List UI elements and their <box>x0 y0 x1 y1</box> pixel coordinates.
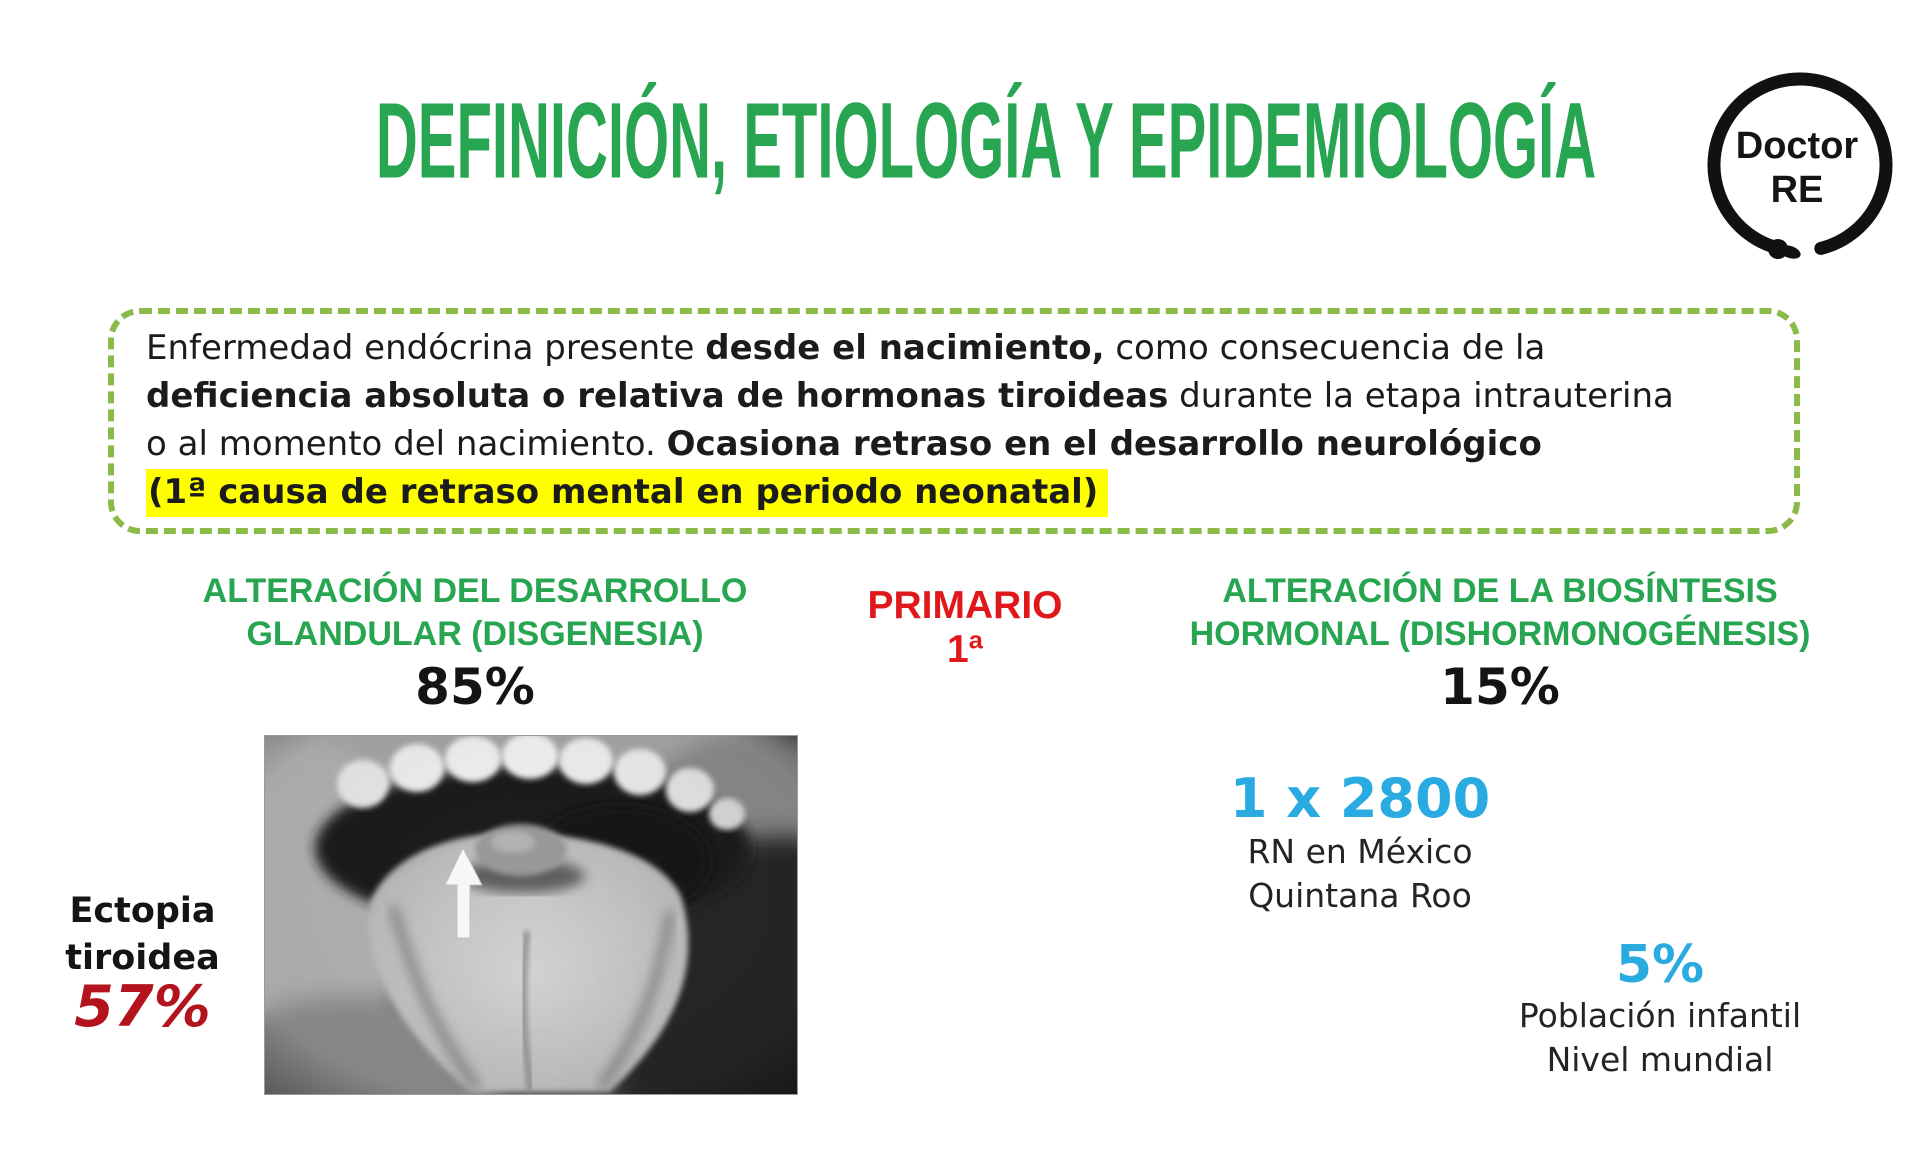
definition-text: Enfermedad endócrina presente <box>146 328 706 368</box>
definition-box <box>108 308 1800 534</box>
definition-line-3 <box>146 420 1762 468</box>
ectopia-caption <box>35 888 250 982</box>
page-title: DEFINICIÓN, ETIOLOGÍA Y EPIDEMIOLOGÍA <box>375 80 1597 202</box>
stat-mexico <box>1160 768 1560 918</box>
definition-line-4 <box>146 468 1762 516</box>
etiology-right-heading <box>1160 570 1840 656</box>
logo-line1: Doctor <box>1735 125 1859 167</box>
etiology-left-heading-line2: GLANDULAR (DISGENESIA) <box>246 615 704 653</box>
definition-text-highlighted: (1ª causa de retraso mental en periodo neonatal) <box>146 469 1108 517</box>
definition-text: como consecuencia de la <box>1104 328 1546 368</box>
logo-text <box>1700 124 1894 212</box>
ectopia-caption-line2: tiroidea <box>65 938 220 978</box>
stat-world-line1: Población infantil <box>1518 996 1802 1035</box>
definition-text: durante la etapa intrauterina <box>1168 376 1674 416</box>
stat-mexico-line2: Quintana Roo <box>1248 876 1472 915</box>
definition-line-1 <box>146 324 1762 372</box>
etiology-right-percent: 15% <box>1440 658 1560 716</box>
definition-line-2 <box>146 372 1762 420</box>
definition-text-bold: Ocasiona retraso en el desarrollo neurológico <box>666 424 1542 464</box>
primary-label-block <box>860 584 1070 672</box>
doctor-re-logo <box>1700 52 1900 272</box>
stat-mexico-value: 1 x 2800 <box>1229 767 1491 830</box>
etiology-left-heading <box>175 570 775 656</box>
stat-world-line2: Nivel mundial <box>1546 1040 1774 1079</box>
definition-text-bold: deficiencia absoluta o relativa de hormonas tiroideas <box>146 376 1169 416</box>
mouth-photo-graphic <box>265 736 797 1094</box>
etiology-right-heading-line1: ALTERACIÓN DE LA BIOSÍNTESIS <box>1222 572 1778 610</box>
etiology-right-heading-line2: HORMONAL (DISHORMONOGÉNESIS) <box>1189 615 1811 653</box>
primary-rank: 1ª <box>946 628 984 671</box>
etiology-left-percent: 85% <box>415 658 535 716</box>
logo-line2: RE <box>1770 169 1824 211</box>
definition-text-bold: desde el nacimiento, <box>705 328 1105 368</box>
lingual-thyroid-photo <box>265 736 797 1094</box>
primary-label: PRIMARIO <box>867 584 1063 627</box>
etiology-left-heading-line1: ALTERACIÓN DEL DESARROLLO <box>202 572 748 610</box>
stat-world <box>1460 936 1860 1082</box>
ectopia-caption-line1: Ectopia <box>69 891 216 931</box>
stat-world-value: 5% <box>1615 935 1705 995</box>
ectopia-percent: 57% <box>74 974 211 1040</box>
definition-text: o al momento del nacimiento. <box>146 424 667 464</box>
stat-mexico-line1: RN en México <box>1247 832 1473 871</box>
